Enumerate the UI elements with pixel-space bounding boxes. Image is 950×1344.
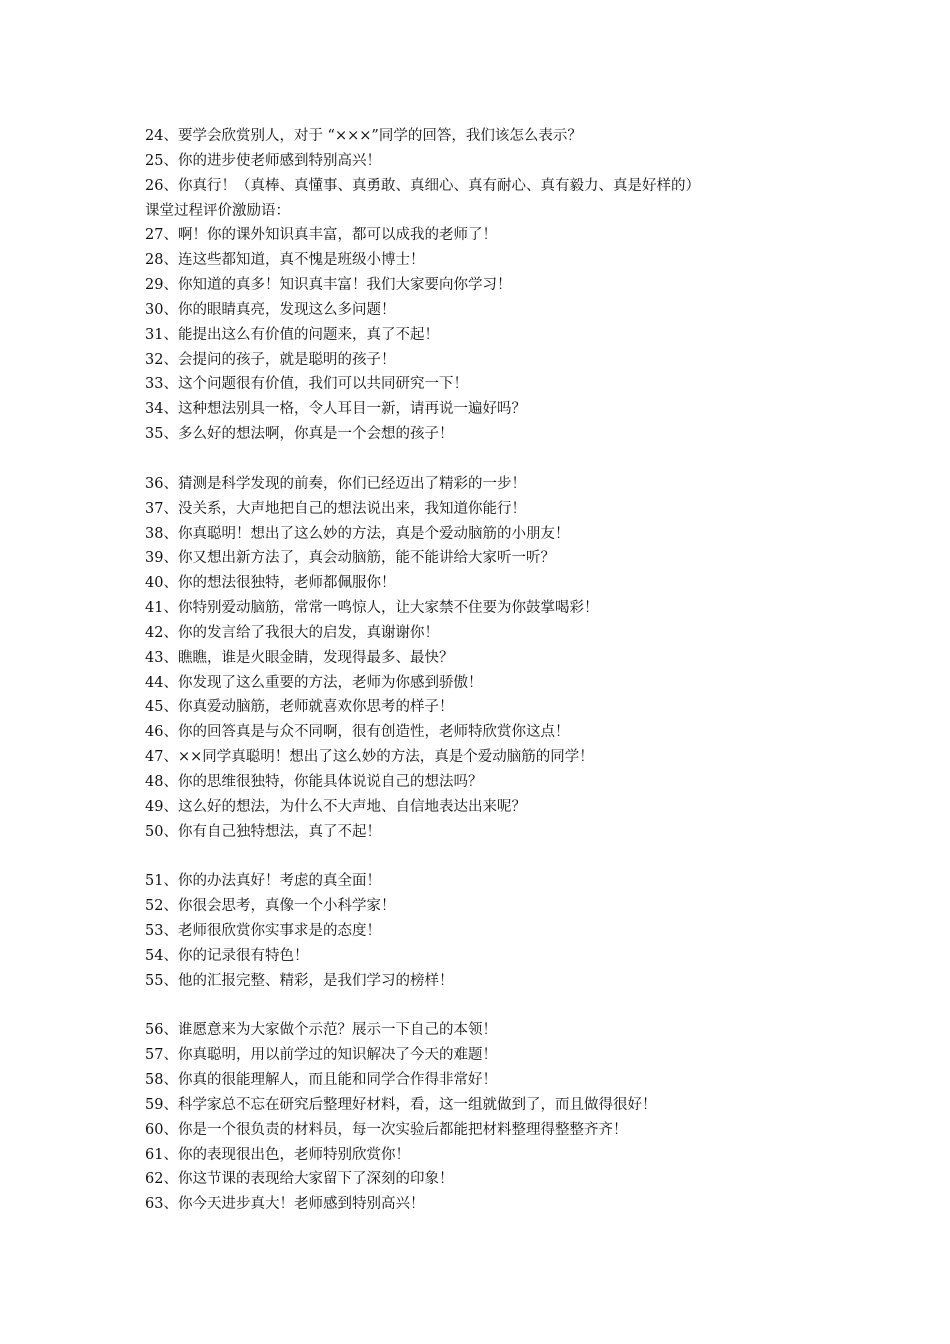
text-line: 24、要学会欣赏别人，对于 “×××”同学的回答，我们该怎么表示？	[145, 128, 582, 144]
text-line: 25、你的进步使老师感到特别高兴！	[145, 152, 381, 169]
text-line: 41、你特别爱动脑筋，常常一鸣惊人，让大家禁不住要为你鼓掌喝彩！	[145, 600, 599, 617]
text-line: 33、这个问题很有价值，我们可以共同研究一下！	[145, 376, 468, 393]
text-line: 57、你真聪明，用以前学过的知识解决了今天的难题！	[145, 1047, 497, 1064]
text-line: 45、你真爱动脑筋，老师就喜欢你思考的样子！	[145, 699, 454, 716]
text-line: 37、没关系，大声地把自己的想法说出来，我知道你能行！	[145, 500, 526, 517]
document-body	[145, 124, 845, 1217]
text-line: 38、你真聪明！想出了这么妙的方法，真是个爱动脑筋的小朋友！	[145, 525, 570, 542]
text-line: 47、××同学真聪明！想出了这么妙的方法，真是个爱动脑筋的同学！	[145, 749, 594, 766]
text-line: 51、你的办法真好！考虑的真全面！	[145, 873, 381, 890]
text-line: 52、你很会思考，真像一个小科学家！	[145, 898, 396, 915]
text-line: 59、科学家总不忘在研究后整理好材料，看，这一组就做到了，而且做得很好！	[145, 1096, 657, 1113]
text-line: 63、你今天进步真大！老师感到特别高兴！	[145, 1196, 425, 1213]
text-line: 27、啊！你的课外知识真丰富，都可以成我的老师了！	[145, 227, 497, 244]
text-line: 26、你真行！（真棒、真懂事、真勇敢、真细心、真有耐心、真有毅力、真是好样的）	[145, 177, 700, 194]
text-line: 50、你有自己独特想法，真了不起！	[145, 823, 381, 840]
text-line: 35、多么好的想法啊，你真是一个会想的孩子！	[145, 426, 454, 443]
text-line: 49、这么好的想法，为什么不大声地、自信地表达出来呢？	[145, 798, 526, 815]
text-line: 40、你的想法很独特，老师都佩服你！	[145, 575, 396, 592]
text-line: 28、连这些都知道，真不愧是班级小博士！	[145, 252, 425, 269]
text-line: 43、瞧瞧，谁是火眼金睛，发现得最多、最快？	[145, 649, 454, 666]
text-line: 36、猜测是科学发现的前奏，你们已经迈出了精彩的一步！	[145, 475, 526, 492]
paragraph-spacer	[145, 994, 845, 1019]
text-line: 31、能提出这么有价值的问题来，真了不起！	[145, 326, 439, 343]
text-line: 60、你是一个很负责的材料员，每一次实验后都能把材料整理得整整齐齐！	[145, 1121, 628, 1138]
text-line: 30、你的眼睛真亮，发现这么多问题！	[145, 301, 396, 318]
text-line: 58、你真的很能理解人，而且能和同学合作得非常好！	[145, 1072, 497, 1089]
text-line: 61、你的表现很出色，老师特别欣赏你！	[145, 1146, 410, 1163]
text-line: 29、你知道的真多！知识真丰富！我们大家要向你学习！	[145, 277, 512, 294]
text-line: 34、这种想法别具一格，令人耳目一新，请再说一遍好吗？	[145, 401, 526, 418]
text-line: 56、谁愿意来为大家做个示范？展示一下自己的本领！	[145, 1022, 497, 1039]
text-line: 44、你发现了这么重要的方法，老师为你感到骄傲！	[145, 674, 483, 691]
text-line: 46、你的回答真是与众不同啊，很有创造性，老师特欣赏你这点！	[145, 724, 570, 741]
paragraph-spacer	[145, 844, 845, 869]
text-line: 53、老师很欣赏你实事求是的态度！	[145, 923, 381, 939]
section-heading: 课堂过程评价激励语：	[145, 202, 290, 219]
text-line: 48、你的思维很独特，你能具体说说自己的想法吗？	[145, 773, 483, 790]
text-line: 39、你又想出新方法了，真会动脑筋，能不能讲给大家听一听？	[145, 550, 555, 567]
paragraph-spacer	[145, 447, 845, 472]
text-line: 42、你的发言给了我很大的启发，真谢谢你！	[145, 624, 439, 641]
text-line: 55、他的汇报完整、精彩，是我们学习的榜样！	[145, 972, 454, 989]
text-line: 32、会提问的孩子，就是聪明的孩子！	[145, 351, 396, 368]
text-line: 54、你的记录很有特色！	[145, 947, 309, 964]
text-line: 62、你这节课的表现给大家留下了深刻的印象！	[145, 1171, 454, 1188]
